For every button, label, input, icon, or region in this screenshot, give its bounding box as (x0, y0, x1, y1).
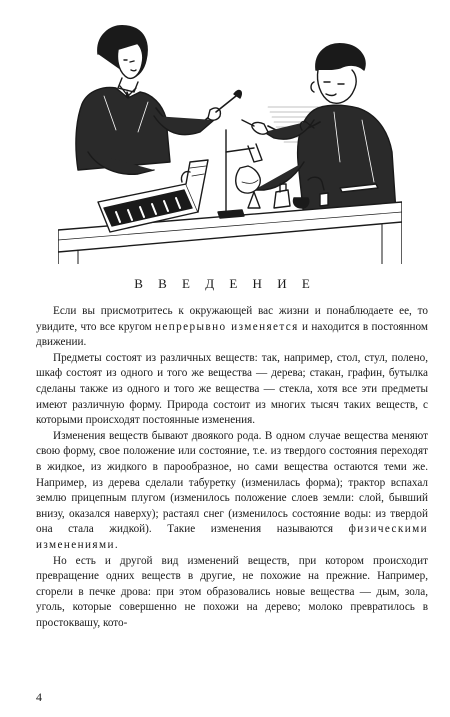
body-text (36, 304, 428, 631)
page-number: 4 (36, 690, 42, 704)
chapter-title: В В Е Д Е Н И Е (134, 276, 316, 291)
paragraph-text: Предметы состоят из различных веществ: так, например, стол, стул, полено, шкаф состоят из одного и того же вещества — дерева; стакан, графин, бутылка сделаны также из одного и того же вещества — стекла, хотя все эти предметы имеют различную форму. Природа состоит из многих тысяч таких веществ, с которыми происходят постоянные изменения. (36, 351, 428, 427)
paragraph (36, 351, 428, 429)
paragraph-text: Но есть и другой вид изменений веществ, при котором происходит превращение одних веществ в другие, не похожие на прежние. Например, сгорели в печке дрова: при этом образовались новые вещества — дым, зола, уголь, которые совершенно не похожи на дерево; молоко превратилось в простоквашу, кото- (36, 554, 428, 629)
paragraph (36, 304, 428, 351)
man-figure (242, 44, 396, 218)
paragraph (36, 554, 428, 632)
paragraph-text: Если вы присмотритесь к окружающей вас жизни и понаблюдаете ее, то увидите, что все кругом (36, 305, 428, 333)
woman-figure (76, 26, 241, 175)
paragraph (36, 429, 428, 554)
paragraph-text: и находится в постоянном движении. (36, 320, 429, 349)
emphasized-term: непрерывно изменяется (154, 320, 299, 333)
chemistry-lesson-illustration (58, 12, 402, 264)
emphasized-term: физическими изменениями. (36, 523, 428, 551)
paragraph-text: Изменения веществ бывают двоякого рода. В одном случае вещества меняют свою форму, свое положение или состояние, т.е. из твердого состояния переходят в жидкое, из жидкого в парообразное, но сами вещества остаются теми же. Например, из дерева сделали табуретку (изменилась форма); трактор вспахал землю прицепным плугом (изменилось положение слоев земли: слой, бывший внизу, оказался наверху); растаял снег (изменилось состояние воды: из твердой она стала жидкой). Такие изменения называются (36, 429, 428, 536)
